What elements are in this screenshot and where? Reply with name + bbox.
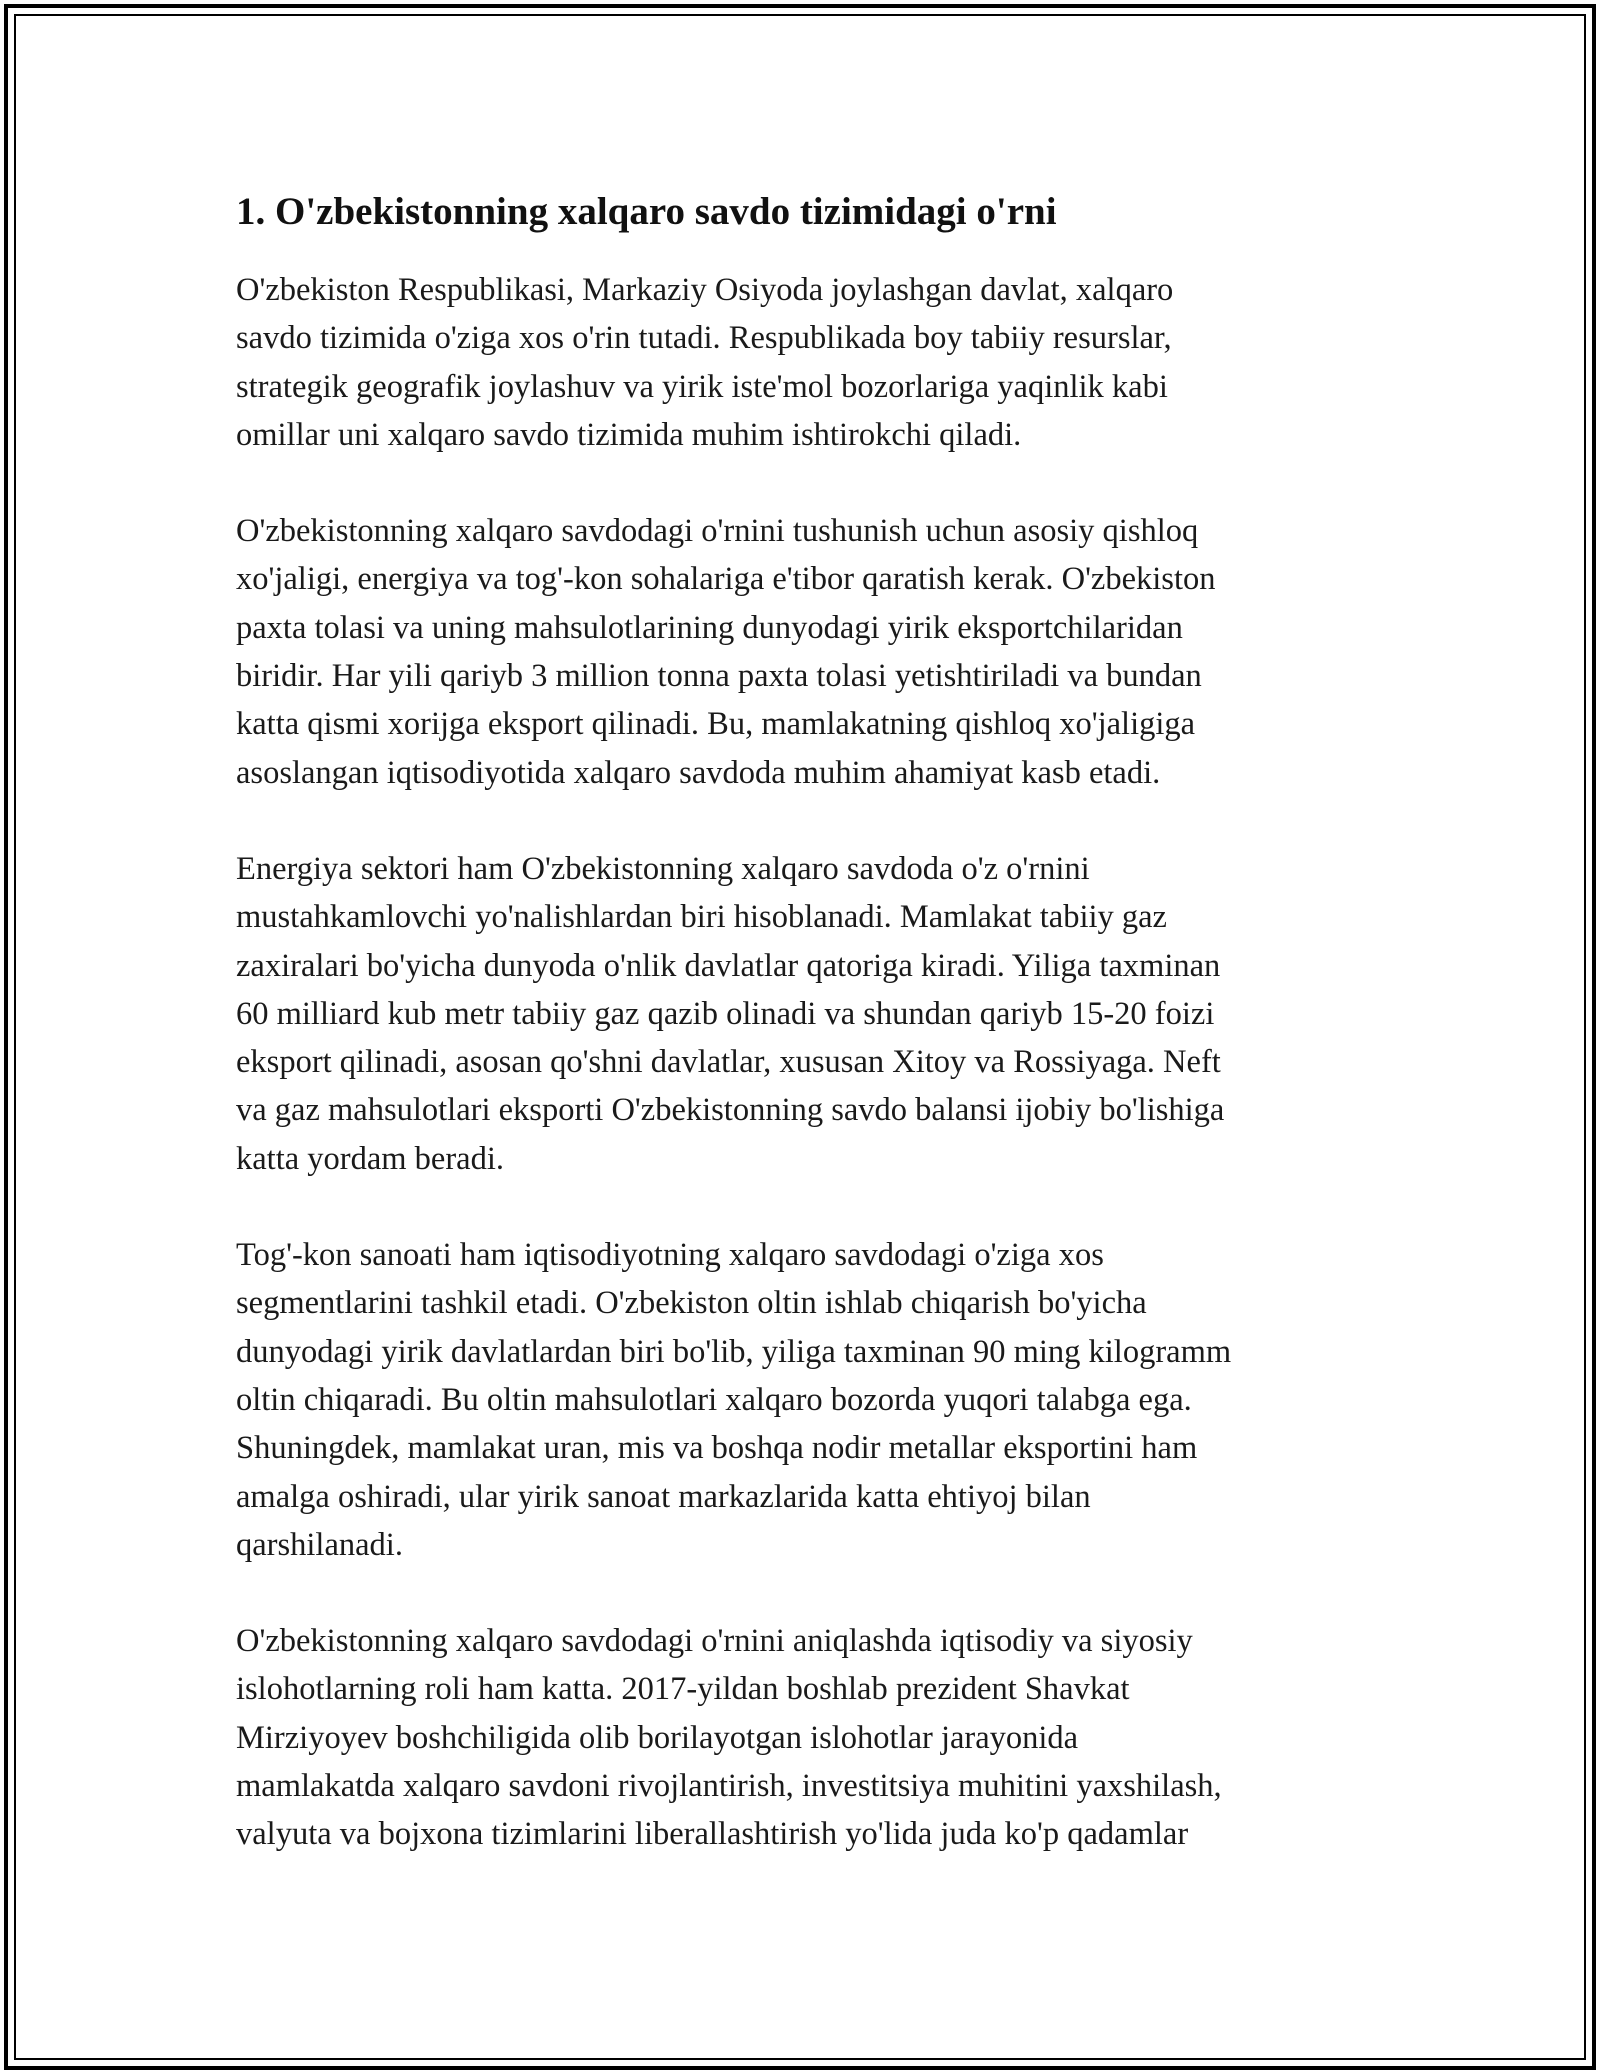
paragraph-line: valyuta va bojxona tizimlarini liberallashtirish yo'lida juda ko'p qadamlar xyxy=(236,1816,1189,1853)
paragraph-line: paxta tolasi va uning mahsulotlarining dunyodagi yirik eksportchilaridan xyxy=(236,609,1183,646)
section-heading: 1. O'zbekistonning xalqaro savdo tizimidagi o'rni xyxy=(236,190,1057,233)
paragraph-1 xyxy=(236,266,1366,459)
paragraph-line: eksport qilinadi, asosan qo'shni davlatlar, xususan Xitoy va Rossiyaga. Neft xyxy=(236,1044,1221,1081)
paragraph-line: Mirziyoyev boshchiligida olib borilayotgan islohotlar jarayonida xyxy=(236,1719,1079,1756)
document-body xyxy=(236,188,1366,1907)
paragraph-line: mustahkamlovchi yo'nalishlardan biri hisoblanadi. Mamlakat tabiiy gaz xyxy=(236,899,1167,936)
paragraph-line: O'zbekistonning xalqaro savdodagi o'rnini tushunish uchun asosiy qishloq xyxy=(236,513,1199,550)
paragraph-2 xyxy=(236,507,1366,797)
paragraph-line: O'zbekistonning xalqaro savdodagi o'rnini aniqlashda iqtisodiy va siyosiy xyxy=(236,1623,1193,1660)
paragraph-line: xo'jaligi, energiya va tog'-kon sohalariga e'tibor qaratish kerak. O'zbekiston xyxy=(236,561,1216,598)
paragraph-line: dunyodagi yirik davlatlardan biri bo'lib, yiliga taxminan 90 ming kilogramm xyxy=(236,1333,1232,1370)
paragraph-line: Tog'-kon sanoati ham iqtisodiyotning xalqaro savdodagi o'ziga xos xyxy=(236,1237,1104,1274)
paragraph-5 xyxy=(236,1617,1366,1858)
paragraph-line: oltin chiqaradi. Bu oltin mahsulotlari xalqaro bozorda yuqori talabga ega. xyxy=(236,1381,1192,1418)
paragraph-line: qarshilanadi. xyxy=(236,1526,403,1563)
paragraph-line: strategik geografik joylashuv va yirik iste'mol bozorlariga yaqinlik kabi xyxy=(236,368,1168,405)
paragraph-line: amalga oshiradi, ular yirik sanoat markazlarida katta ehtiyoj bilan xyxy=(236,1478,1091,1515)
paragraph-line: segmentlarini tashkil etadi. O'zbekiston oltin ishlab chiqarish bo'yicha xyxy=(236,1285,1147,1322)
paragraph-line: islohotlarning roli ham katta. 2017-yildan boshlab prezident Shavkat xyxy=(236,1671,1130,1708)
paragraph-line: mamlakatda xalqaro savdoni rivojlantirish, investitsiya muhitini yaxshilash, xyxy=(236,1768,1222,1805)
paragraph-line: omillar uni xalqaro savdo tizimida muhim ishtirokchi qiladi. xyxy=(236,416,1022,453)
paragraph-line: savdo tizimida o'ziga xos o'rin tutadi. Respublikada boy tabiiy resurslar, xyxy=(236,320,1172,357)
paragraph-line: biridir. Har yili qariyb 3 million tonna paxta tolasi yetishtiriladi va bundan xyxy=(236,658,1202,695)
paragraph-line: O'zbekiston Respublikasi, Markaziy Osiyoda joylashgan davlat, xalqaro xyxy=(236,272,1174,308)
paragraph-line: zaxiralari bo'yicha dunyoda o'nlik davlatlar qatoriga kiradi. Yiliga taxminan xyxy=(236,947,1221,984)
paragraph-3 xyxy=(236,845,1366,1183)
paragraph-line: katta qismi xorijga eksport qilinadi. Bu, mamlakatning qishloq xo'jaligiga xyxy=(236,706,1196,743)
paragraph-4 xyxy=(236,1231,1366,1569)
paragraph-line: Energiya sektori ham O'zbekistonning xalqaro savdoda o'z o'rnini xyxy=(236,850,1090,887)
paragraph-line: asoslangan iqtisodiyotida xalqaro savdoda muhim ahamiyat kasb etadi. xyxy=(236,754,1161,791)
paragraph-line: va gaz mahsulotlari eksporti O'zbekistonning savdo balansi ijobiy bo'lishiga xyxy=(236,1092,1225,1129)
paragraph-line: katta yordam beradi. xyxy=(236,1140,505,1177)
paragraph-line: 60 milliard kub metr tabiiy gaz qazib olinadi va shundan qariyb 15-20 foizi xyxy=(236,995,1215,1032)
paragraph-line: Shuningdek, mamlakat uran, mis va boshqa nodir metallar eksportini ham xyxy=(236,1430,1198,1467)
